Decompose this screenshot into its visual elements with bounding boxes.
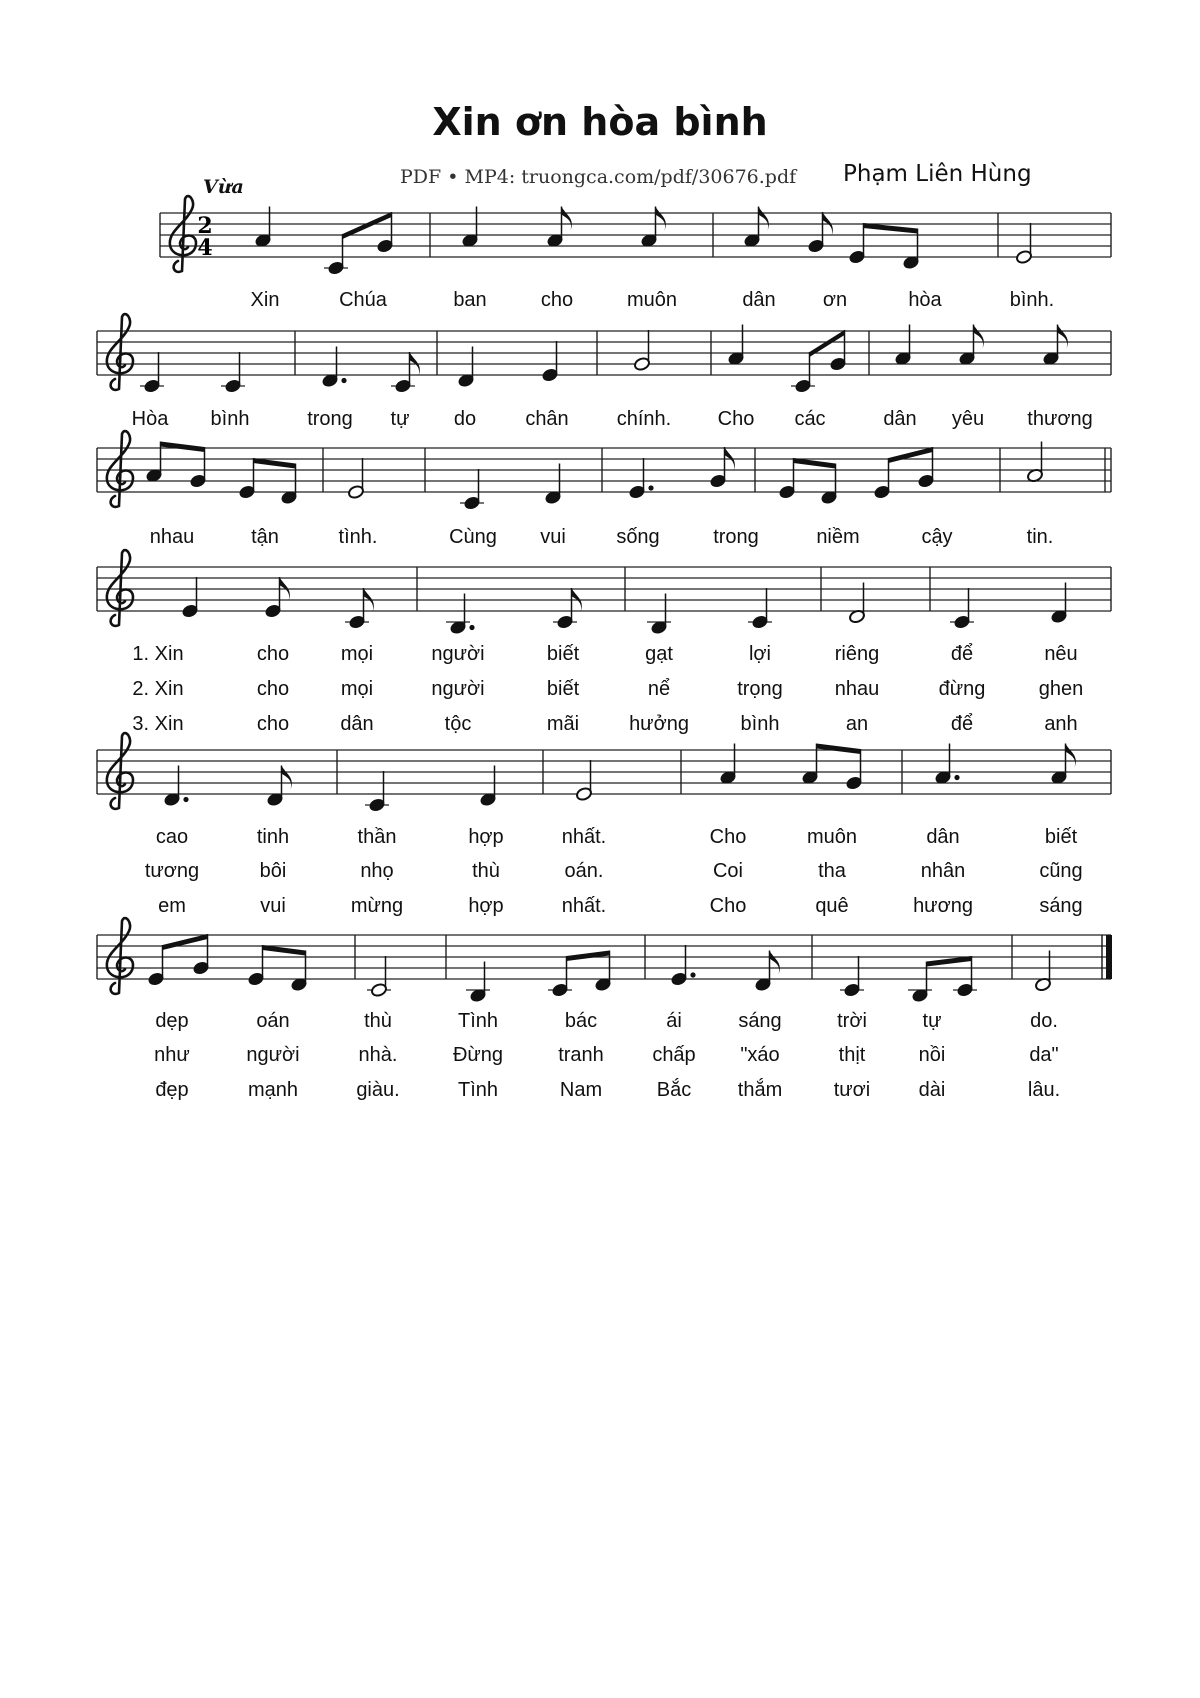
treble-clef-icon — [170, 196, 196, 272]
lyric-syllable: vui — [260, 895, 286, 917]
lyric-syllable: sống — [616, 526, 660, 548]
eighth-flag — [770, 951, 780, 975]
lyric-syllable: muôn — [626, 289, 678, 311]
lyric-syllable: Xin — [250, 289, 280, 311]
lyric-syllable: do — [453, 408, 477, 430]
dot — [648, 485, 653, 490]
time-signature-top: 2 — [197, 213, 213, 239]
lyric-syllable: bác — [564, 1010, 598, 1032]
lyric-syllable: nhất. — [561, 826, 607, 848]
dot — [341, 378, 346, 383]
staff-system-2 — [97, 314, 1111, 430]
staff-system-4 — [97, 550, 1111, 735]
lyric-syllable: niềm — [816, 526, 860, 548]
dot — [469, 625, 474, 630]
lyric-syllable: Cho — [709, 826, 747, 848]
lyric-syllable: tận — [251, 526, 279, 548]
lyric-syllable: bình — [740, 713, 780, 735]
lyric-syllable: Cùng — [449, 526, 497, 548]
source-link[interactable]: PDF • MP4: truongca.com/pdf/30676.pdf — [400, 166, 797, 188]
lyric-syllable: cho — [256, 678, 290, 700]
lyric-syllable: tranh — [558, 1044, 604, 1066]
eighth-flag — [1066, 744, 1076, 768]
tempo-marking: Vừa — [203, 176, 244, 198]
lyric-syllable: chấp — [652, 1044, 696, 1066]
lyric-syllable: da" — [1029, 1044, 1059, 1066]
lyric-syllable: ghen — [1038, 678, 1084, 700]
lyric-syllable: hòa — [908, 289, 942, 311]
lyric-syllable: Bắc — [656, 1079, 692, 1101]
lyric-syllable: tin. — [1026, 526, 1054, 548]
beam — [817, 744, 861, 755]
lyric-syllable: người — [431, 678, 485, 700]
lyric-syllable: Đừng — [452, 1044, 504, 1066]
dot — [954, 775, 959, 780]
lyric-syllable: nhau — [149, 526, 195, 548]
lyric-syllable: nồi — [918, 1044, 946, 1066]
final-barline-thick — [1106, 935, 1112, 979]
lyric-syllable: mãi — [546, 713, 580, 735]
lyric-syllable: mạnh — [247, 1079, 299, 1101]
lyric-syllable: Tình — [457, 1079, 499, 1101]
treble-clef-icon — [107, 431, 133, 507]
lyric-syllable: ơn — [822, 289, 848, 311]
lyric-syllable: dài — [918, 1079, 946, 1101]
staff-system-6 — [97, 918, 1112, 1101]
lyric-syllable: tha — [818, 860, 846, 882]
lyric-syllable: để — [950, 713, 974, 735]
lyric-syllable: nhất. — [561, 895, 607, 917]
lyric-syllable: 3. Xin — [132, 713, 184, 735]
lyric-syllable: đừng — [938, 678, 986, 700]
lyric-syllable: thương — [1027, 408, 1093, 430]
lyric-syllable: hưởng — [629, 713, 689, 735]
lyric-syllable: biết — [546, 643, 580, 665]
lyric-syllable: ban — [453, 289, 487, 311]
beam — [161, 442, 205, 453]
lyric-syllable: Cho — [709, 895, 747, 917]
lyric-syllable: cho — [256, 713, 290, 735]
lyric-syllable: Tình — [457, 1010, 499, 1032]
lyric-syllable: nhà. — [358, 1044, 398, 1066]
staff-system-3 — [97, 431, 1111, 548]
lyric-syllable: giàu. — [356, 1079, 400, 1101]
composer-name: Phạm Liên Hùng — [843, 161, 1032, 187]
lyric-syllable: tươi — [833, 1079, 871, 1101]
lyric-syllable: tự — [390, 408, 410, 430]
lyric-syllable: nể — [647, 678, 671, 700]
lyric-syllable: thắm — [737, 1079, 783, 1101]
lyric-syllable: oán — [256, 1010, 290, 1032]
lyric-syllable: nêu — [1044, 643, 1078, 665]
lyric-syllable: như — [154, 1044, 190, 1066]
lyric-syllable: các — [794, 408, 826, 430]
eighth-flag — [656, 207, 666, 231]
beam — [889, 447, 933, 463]
lyric-syllable: đẹp — [155, 1079, 189, 1101]
lyric-syllable: nhân — [920, 860, 966, 882]
time-signature-bottom: 4 — [197, 235, 213, 261]
lyric-syllable: oán. — [564, 860, 604, 882]
song-title: Xin ơn hòa bình — [432, 100, 768, 144]
lyric-syllable: tự — [922, 1010, 942, 1032]
lyric-syllable: sáng — [738, 1010, 782, 1032]
lyric-syllable: Cho — [717, 408, 755, 430]
lyric-syllable: để — [950, 643, 974, 665]
lyric-syllable: hương — [913, 895, 973, 917]
lyric-syllable: anh — [1044, 713, 1078, 735]
lyric-syllable: dân — [926, 826, 960, 848]
lyric-syllable: ái — [666, 1010, 682, 1032]
lyric-syllable: biết — [546, 678, 580, 700]
lyric-syllable: 1. Xin — [132, 643, 184, 665]
lyric-syllable: chính. — [616, 408, 672, 430]
lyric-syllable: sáng — [1039, 895, 1083, 917]
lyric-syllable: cho — [256, 643, 290, 665]
beam — [163, 934, 208, 950]
lyric-syllable: mọi — [340, 643, 374, 665]
lyric-syllable: dẹp — [155, 1010, 189, 1032]
lyric-syllable: cậy — [921, 526, 953, 548]
lyric-syllable: cũng — [1039, 860, 1083, 882]
treble-clef-icon — [107, 550, 133, 626]
beam — [567, 951, 610, 962]
lyric-syllable: dân — [883, 408, 917, 430]
lyric-syllable: nhọ — [360, 860, 394, 882]
lyric-syllable: cho — [540, 289, 574, 311]
lyric-syllable: trời — [837, 1010, 867, 1032]
lyric-syllable: tinh — [256, 826, 290, 848]
staff-system-5 — [97, 733, 1111, 917]
lyric-syllable: bôi — [259, 860, 287, 882]
lyric-syllable: tộc — [444, 713, 472, 735]
lyric-syllable: gạt — [645, 643, 673, 665]
lyric-syllable: biết — [1044, 826, 1078, 848]
lyric-syllable: trong — [713, 526, 759, 548]
lyric-syllable: an — [845, 713, 869, 735]
lyric-syllable: bình. — [1009, 289, 1055, 311]
lyric-syllable: Chúa — [339, 289, 387, 311]
lyric-syllable: hợp — [468, 826, 504, 848]
lyric-syllable: nhau — [834, 678, 880, 700]
lyric-syllable: trong — [307, 408, 353, 430]
treble-clef-icon — [107, 733, 133, 809]
lyric-syllable: vui — [540, 526, 566, 548]
eighth-flag — [1058, 325, 1068, 349]
lyric-syllable: trọng — [737, 678, 783, 700]
lyric-syllable: mừng — [350, 895, 404, 917]
lyric-syllable: riêng — [834, 643, 880, 665]
lyric-syllable: chân — [525, 408, 569, 430]
lyric-syllable: thịt — [838, 1044, 866, 1066]
lyric-syllable: 2. Xin — [132, 678, 184, 700]
dot — [183, 797, 188, 802]
lyric-syllable: lâu. — [1027, 1079, 1061, 1101]
lyric-syllable: mọi — [340, 678, 374, 700]
lyric-syllable: em — [158, 895, 186, 917]
lyric-syllable: do. — [1030, 1010, 1058, 1032]
treble-clef-icon — [107, 918, 133, 994]
lyric-syllable: cao — [155, 826, 189, 848]
lyric-syllable: dân — [742, 289, 776, 311]
lyric-syllable: tình. — [338, 526, 378, 548]
lyric-syllable: hợp — [468, 895, 504, 917]
lyric-syllable: Nam — [559, 1079, 603, 1101]
lyric-syllable: quê — [815, 895, 849, 917]
lyric-syllable: muôn — [806, 826, 858, 848]
lyric-syllable: Coi — [712, 860, 744, 882]
lyric-syllable: Hòa — [131, 408, 169, 430]
lyric-syllable: người — [431, 643, 485, 665]
eighth-flag — [282, 766, 292, 790]
lyric-syllable: thần — [357, 826, 397, 848]
staff-system-1 — [160, 196, 1111, 311]
lyric-syllable: dân — [340, 713, 374, 735]
lyric-syllable: yêu — [951, 408, 985, 430]
lyric-syllable: thù — [364, 1010, 392, 1032]
lyric-syllable: tương — [144, 860, 200, 882]
dot — [690, 972, 695, 977]
eighth-flag — [974, 325, 984, 349]
lyric-syllable: bình — [210, 408, 250, 430]
treble-clef-icon — [107, 314, 133, 390]
eighth-flag — [562, 207, 572, 231]
lyric-syllable: "xáo — [740, 1044, 780, 1066]
lyric-syllable: người — [246, 1044, 300, 1066]
eighth-flag — [759, 207, 769, 231]
lyric-syllable: thù — [472, 860, 500, 882]
lyric-syllable: lợi — [748, 643, 772, 665]
